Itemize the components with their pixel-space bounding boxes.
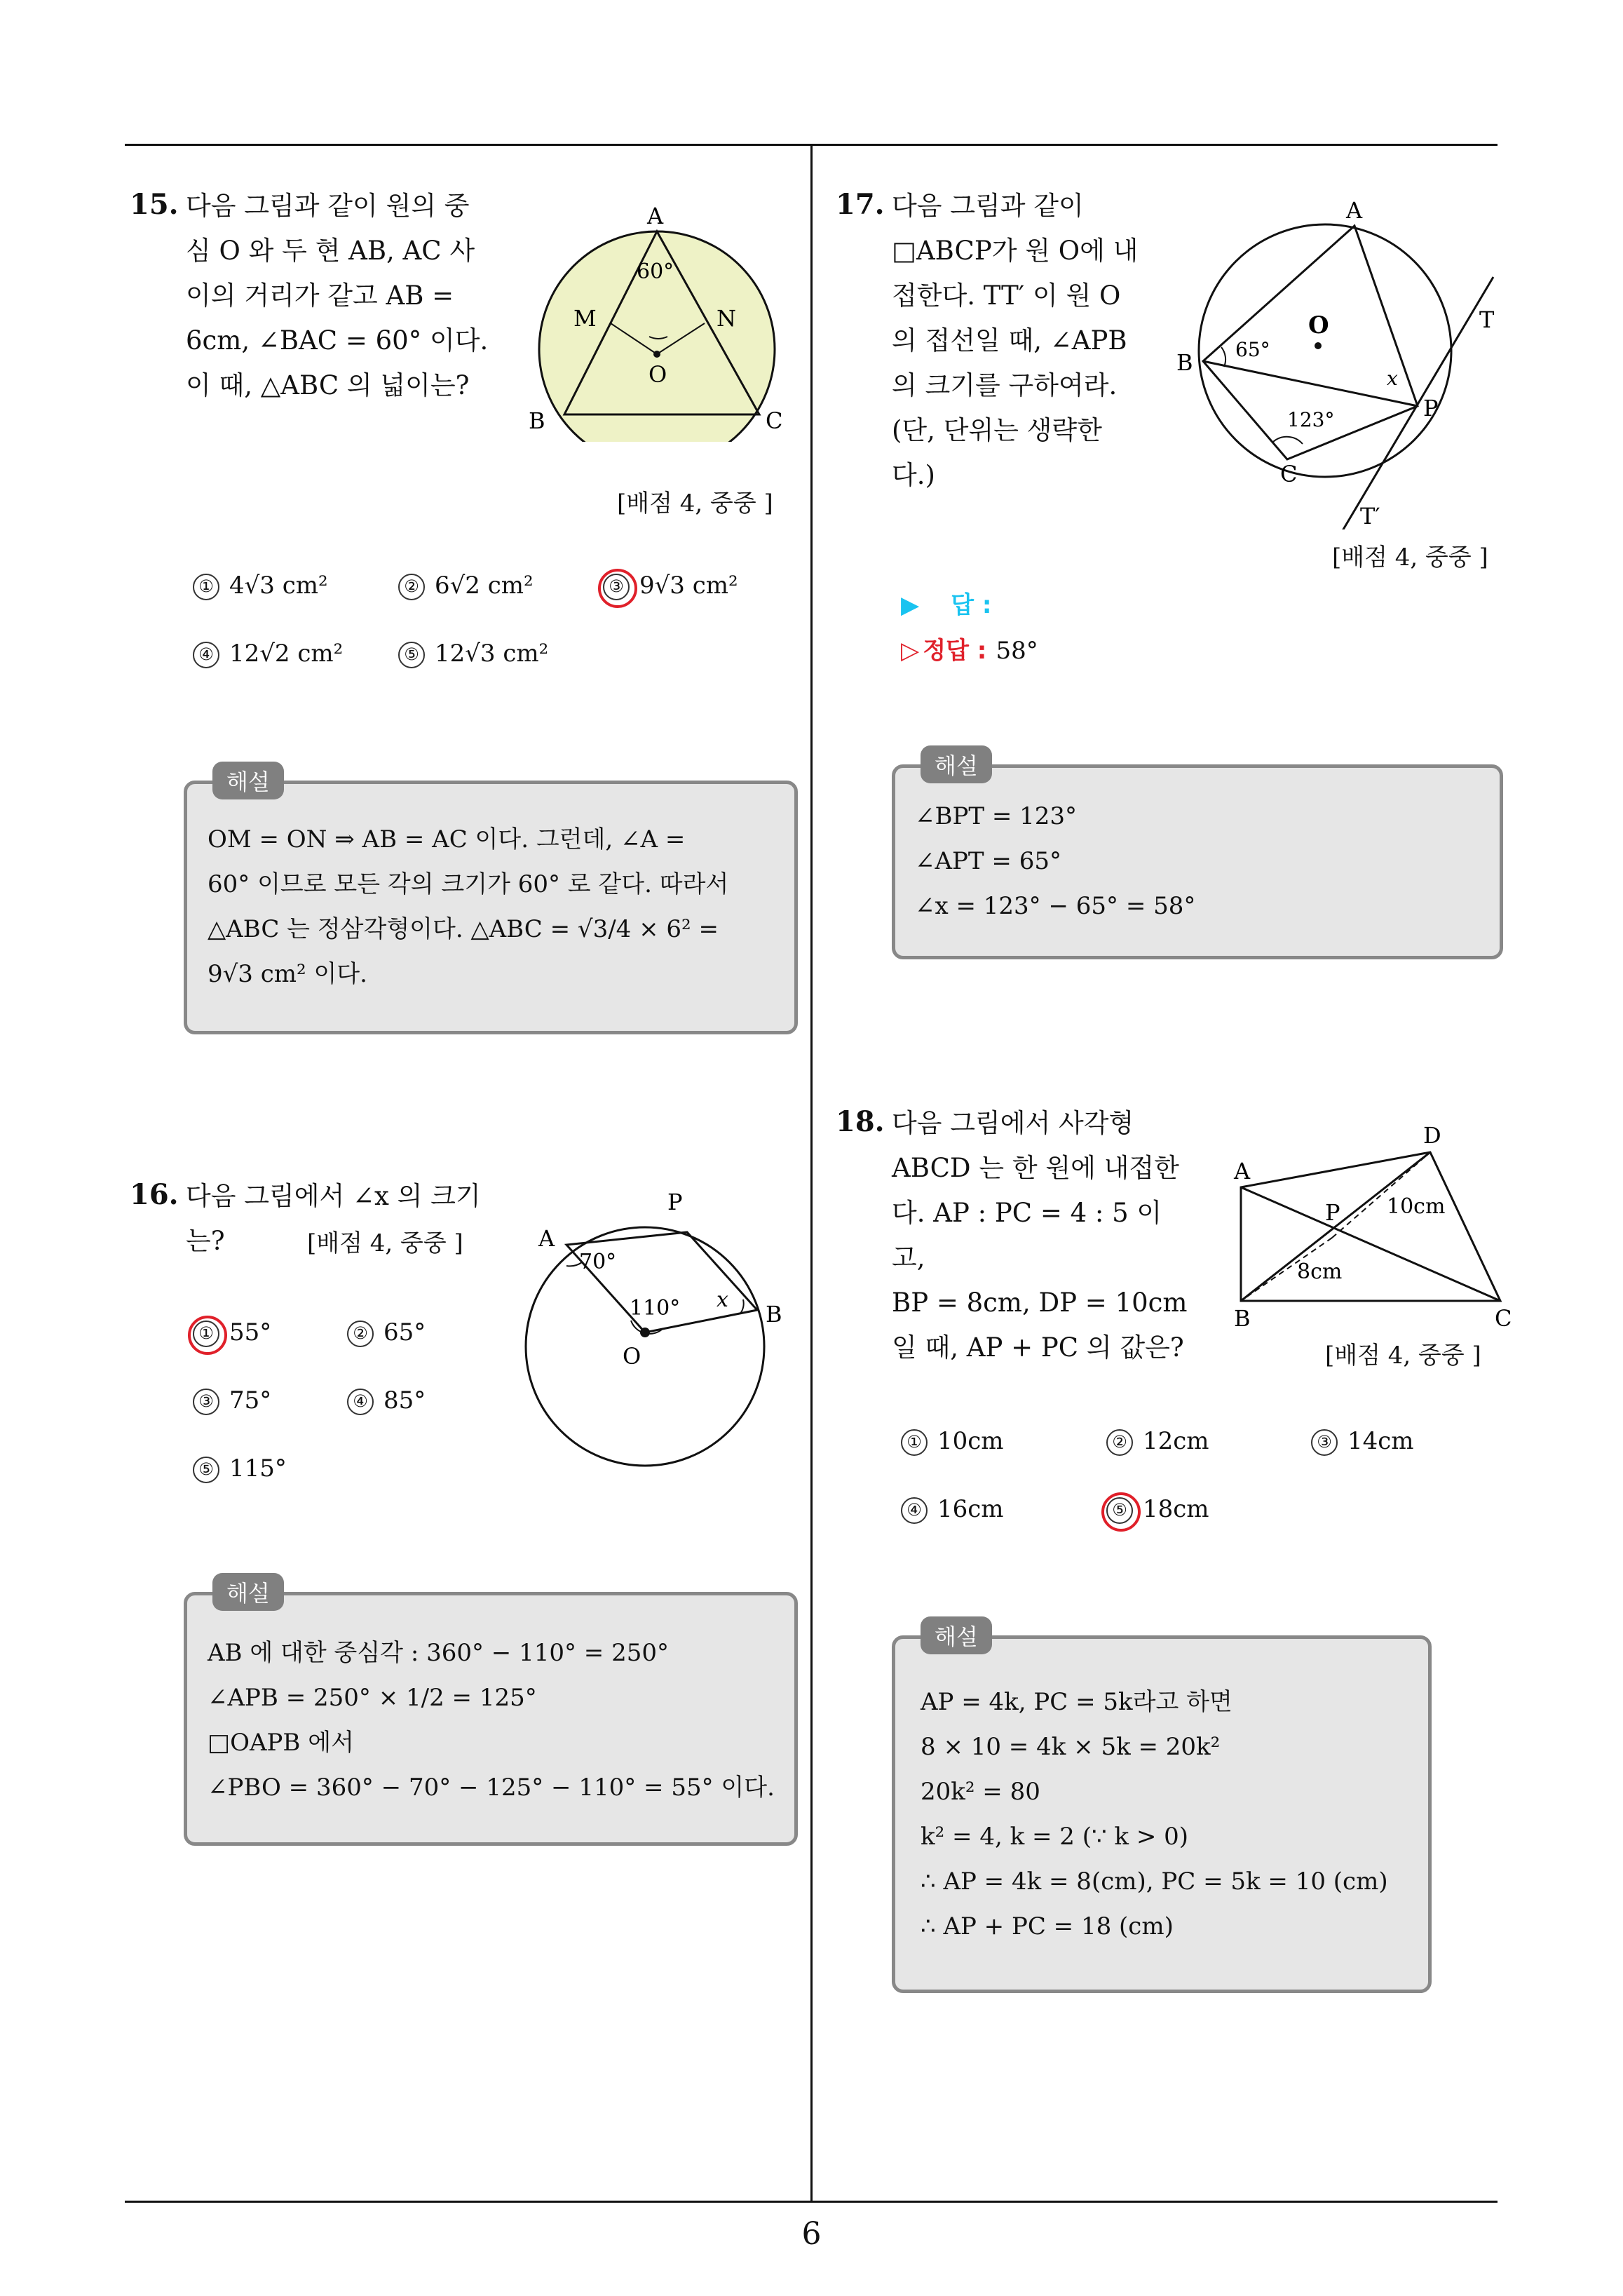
label-n: N — [717, 305, 736, 332]
q18-figure — [1220, 1112, 1514, 1336]
label-x: x — [717, 1288, 728, 1312]
explanation-tab: 해설 — [921, 1616, 992, 1654]
label-p: P — [1325, 1199, 1340, 1226]
q15-figure — [519, 193, 792, 442]
label-m: M — [573, 305, 597, 332]
label-angle-65: 65° — [1235, 338, 1270, 361]
score-label: [배점 4, 중중 ] — [1325, 1342, 1481, 1370]
label-p: P — [1423, 395, 1439, 421]
choice-2[interactable]: ② 12cm — [1106, 1427, 1209, 1456]
explanation-text: AB 에 대한 중심각 : 360° − 110° = 250° ∠APB = 250° × 1/2 = 125° □OAPB 에서 ∠PBO = 360° − 70° − 125° − 110° = 55° 이다. — [208, 1639, 775, 1802]
choice-3[interactable]: ③ 75° — [193, 1386, 271, 1415]
choice-3[interactable]: ③ 9√3 cm² — [603, 572, 738, 600]
q17-figure — [1171, 193, 1500, 529]
score-label: [배점 4, 중중 ] — [617, 489, 773, 518]
quadrilateral-abcd — [1241, 1152, 1500, 1301]
label-b: B — [1234, 1305, 1251, 1332]
label-b: B — [766, 1301, 782, 1328]
label-8cm: 8cm — [1297, 1260, 1343, 1284]
label-c: C — [766, 407, 783, 434]
correct-answer-row: ▷ 정답 : 58° — [901, 637, 1038, 665]
label-b: B — [529, 407, 545, 434]
explanation-tab: 해설 — [212, 1573, 284, 1611]
label-o: O — [648, 361, 667, 388]
score-label: [배점 4, 중중 ] — [307, 1229, 463, 1257]
play-outline-icon: ▷ — [901, 637, 920, 665]
label-angle-60: 60° — [637, 259, 674, 284]
bottom-rule — [125, 2201, 1498, 2203]
choice-2[interactable]: ② 6√2 cm² — [398, 572, 534, 600]
center-dot — [1315, 342, 1322, 349]
label-x: x — [1387, 367, 1398, 390]
answer-row: ▶ 답 : — [901, 591, 992, 619]
label-a: A — [647, 203, 664, 229]
explanation-text: AP = 4k, PC = 5k라고 하면 8 × 10 = 4k × 5k = 20k² 20k² = 80 k² = 4, k = 2 (∵ k > 0) ∴ AP = 4k = 8(cm), PC = 5k = 10 (cm) ∴ AP + PC = 18 (cm) — [921, 1688, 1388, 1940]
center-dot — [653, 351, 660, 358]
question-number: 16. — [130, 1178, 179, 1211]
question-text: 다음 그림에서 ∠x 의 크기 는? — [186, 1181, 481, 1256]
label-b: B — [1176, 349, 1193, 376]
q16-figure — [519, 1189, 799, 1469]
label-t: T — [1479, 306, 1495, 333]
choice-4[interactable]: ④ 85° — [347, 1386, 426, 1415]
label-t-prime: T′ — [1360, 503, 1380, 529]
label-angle-123: 123° — [1287, 408, 1335, 431]
choice-2[interactable]: ② 65° — [347, 1318, 426, 1347]
question-text: 다음 그림과 같이 원의 중 심 O 와 두 현 AB, AC 사 이의 거리가 같고 AB = 6cm, ∠BAC = 60° 이다. 이 때, △ABC 의 넓이는? — [186, 191, 489, 400]
choice-5[interactable]: ⑤ 12√3 cm² — [398, 640, 548, 668]
column-divider — [810, 144, 813, 2202]
choice-1[interactable]: ① 4√3 cm² — [193, 572, 328, 600]
label-a: A — [1346, 197, 1363, 224]
explanation-text: OM = ON ⇒ AB = AC 이다. 그런데, ∠A = 60° 이므로 모든 각의 크기가 60° 로 같다. 따라서 △ABC 는 정삼각형이다. △ABC = √3/4 × 6² = 9√3 cm² 이다. — [208, 825, 729, 988]
question-number: 17. — [836, 188, 885, 221]
label-o: O — [623, 1343, 641, 1370]
label-c: C — [1495, 1305, 1512, 1332]
label-d: D — [1423, 1122, 1441, 1149]
choice-1[interactable]: ① 10cm — [901, 1427, 1004, 1456]
label-o: O — [1308, 311, 1329, 339]
circle-o — [526, 1227, 764, 1466]
choice-5[interactable]: ⑤ 115° — [193, 1454, 287, 1483]
page-number: 6 — [801, 2216, 822, 2252]
question-number: 18. — [836, 1105, 885, 1138]
choice-1[interactable]: ① 55° — [193, 1318, 271, 1347]
label-angle-70: 70° — [579, 1250, 617, 1274]
question-text: 다음 그림과 같이 □ABCP가 원 O에 내 접한다. TT′ 이 원 O 의 접선일 때, ∠APB 의 크기를 구하여라. (단, 단위는 생략한 다.) — [892, 191, 1139, 490]
choice-4[interactable]: ④ 12√2 cm² — [193, 640, 343, 668]
choice-3[interactable]: ③ 14cm — [1311, 1427, 1414, 1456]
play-icon: ▶ — [901, 591, 920, 619]
label-angle-110: 110° — [630, 1296, 681, 1321]
question-text: 다음 그림에서 사각형 ABCD 는 한 원에 내접한 다. AP : PC = 4 : 5 이고, BP = 8cm, DP = 10cm 일 때, AP + PC 의 값은? — [892, 1108, 1188, 1363]
label-c: C — [1280, 461, 1298, 487]
label-a: A — [538, 1225, 555, 1252]
question-number: 15. — [130, 188, 179, 221]
correct-value: 58° — [996, 637, 1038, 665]
explanation-text: ∠BPT = 123° ∠APT = 65° ∠x = 123° − 65° = 58° — [915, 802, 1196, 920]
explanation-tab: 해설 — [921, 745, 992, 783]
label-10cm: 10cm — [1387, 1194, 1446, 1219]
label-p: P — [667, 1189, 683, 1215]
score-label: [배점 4, 중중 ] — [1332, 543, 1488, 572]
explanation-tab: 해설 — [212, 762, 284, 799]
choice-5[interactable]: ⑤ 18cm — [1106, 1495, 1209, 1524]
label-a: A — [1234, 1158, 1251, 1184]
choice-4[interactable]: ④ 16cm — [901, 1495, 1004, 1524]
